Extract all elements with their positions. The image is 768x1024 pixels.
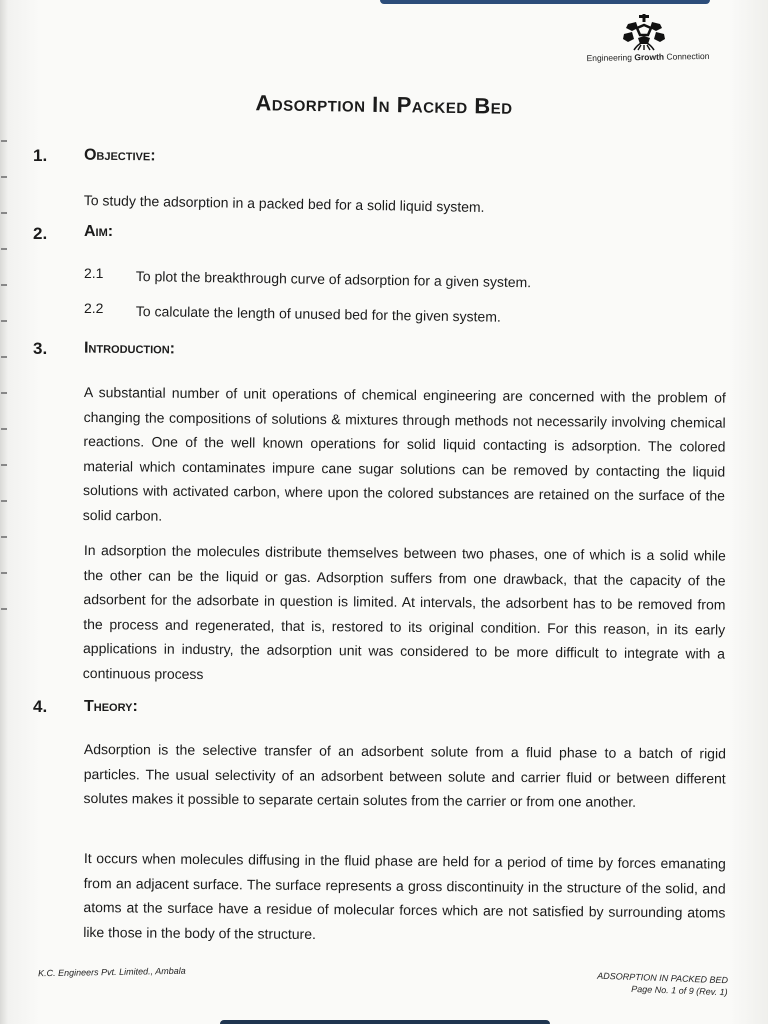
- footer-page-number: Page No. 1 of 9 (Rev. 1): [631, 983, 728, 998]
- introduction-paragraph-1: A substantial number of unit operations of chemical engineering are concerned with the problem of changing the compositions of solutions & mixtures through methods not necessarily involving chemical reactions. One of the well known operations for solid liquid contacting is adsorption. The colored material which contaminates impure cane sugar solutions can be removed by contacting the liquid solutions with activated carbon, where upon the colored substances are retained on the surface of the solid carbon.: [82, 383, 726, 524]
- section-4-title: Theory:: [84, 698, 138, 715]
- theory-paragraph-1: Adsorption is the selective transfer of an adsorbent solute from a fluid phase to a batch of rigid particles. The usual selectivity of an adsorbent between solute and carrier fluid or between different solutes makes it possible to separate certain solutes from the carrier or from one another.: [83, 740, 726, 810]
- margin-hole-marks: [0, 140, 10, 640]
- top-binding-edge: [380, 0, 710, 4]
- theory-paragraph-2: It occurs when molecules diffusing in the fluid phase are held for a period of time by forces emanating from an adjacent surface. The surface represents a gross discontinuity in the structure of the solid, and atoms at the surface have a residue of molecular forces which are not satisfied by surrounding atoms like those in the body of the structure.: [83, 849, 726, 942]
- section-2-title: Aim:: [84, 223, 114, 240]
- section-1-title: Objective:: [83, 146, 156, 165]
- aim-item-1-number: 2.1: [84, 265, 104, 281]
- footer-company: K.C. Engineers Pvt. Limited., Ambala: [37, 965, 186, 979]
- section-3-number: 3.: [33, 339, 48, 358]
- footer-doc-title: ADSORPTION IN PACKED BED: [597, 970, 729, 986]
- introduction-paragraph-2: In adsorption the molecules distribute themselves between two phases, one of which is a solid while the other can be the liquid or gas. Adsorption suffers from one drawback, that the capacity of the adsorbent for the adsorbate in question is limited. At intervals, the adsorbent has to be removed from the process and regenerated, that is, restored to its original condition. For this reason, in its early applications in industry, the adsorption unit was considered to be more difficult to integrate with a continuous process: [82, 541, 726, 682]
- footer-page-info: [597, 970, 729, 999]
- aim-item-1-text: To plot the breakthrough curve of adsorption for a given system.: [135, 268, 532, 291]
- objective-text: To study the adsorption in a packed bed for a solid liquid system.: [83, 191, 485, 215]
- bottom-binding-edge: [220, 1020, 550, 1024]
- company-logo: [568, 14, 728, 66]
- egc-logo-icon: [622, 14, 666, 52]
- logo-tagline: Engineering Growth Connection: [586, 50, 710, 64]
- document-title: Adsorption In Packed Bed: [255, 90, 513, 119]
- aim-item-2-number: 2.2: [84, 300, 104, 316]
- section-3-title: Introduction:: [83, 339, 176, 358]
- section-1-number: 1.: [33, 146, 48, 165]
- section-4-number: 4.: [33, 697, 48, 716]
- aim-item-2-text: To calculate the length of unused bed for the given system.: [135, 303, 501, 325]
- section-2-number: 2.: [33, 224, 48, 243]
